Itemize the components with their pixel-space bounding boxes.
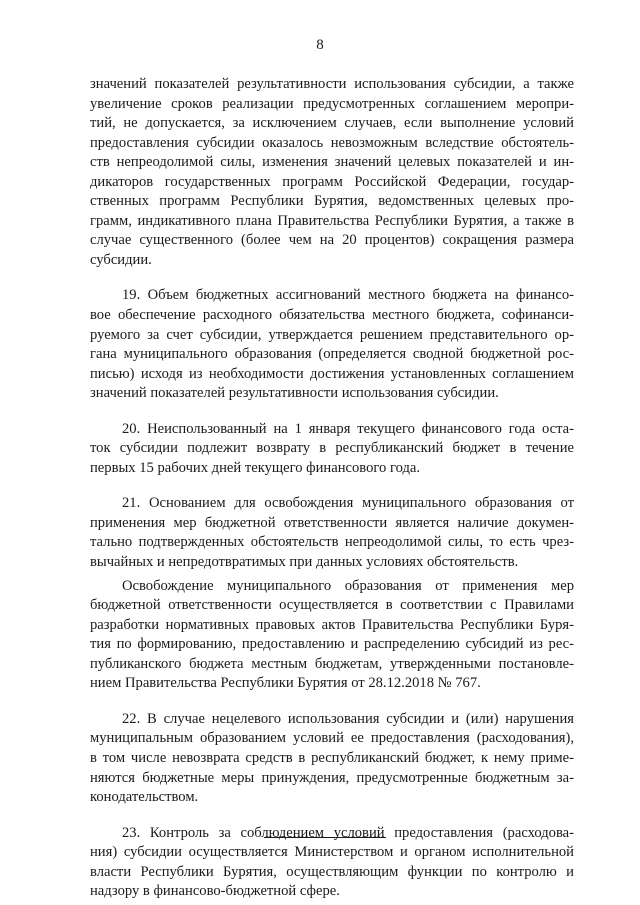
text-line: разработки нормативных правовых актов Правительства Республики Буря- bbox=[90, 616, 574, 633]
text-line: ния) субсидии осуществляется Министерством и органом исполнительной bbox=[90, 844, 574, 861]
text-line: 19. Объем бюджетных ассигнований местного бюджета на финансо- bbox=[122, 287, 574, 304]
paragraph bbox=[90, 75, 574, 270]
paragraph-21-continuation bbox=[90, 577, 574, 694]
paragraph-22 bbox=[90, 710, 574, 808]
text-line: писью) исходя из необходимости достижения установленных соглашением bbox=[90, 365, 574, 382]
text-line: нием Правительства Республики Бурятия от 28.12.2018 № 767. bbox=[90, 675, 481, 692]
text-line: тий, не допускается, за исключением случаев, если выполнение условий bbox=[90, 115, 574, 132]
text-line: 20. Неиспользованный на 1 января текущего финансового года оста- bbox=[122, 420, 574, 437]
text-line: вое обеспечение расходного обязательства местного бюджета, софинанси- bbox=[90, 307, 574, 324]
text-line: 21. Основанием для освобождения муниципального образования от bbox=[122, 495, 574, 512]
text-line: значений показателей результативности использования субсидии. bbox=[90, 385, 499, 402]
document-body bbox=[90, 75, 574, 902]
text-line: Освобождение муниципального образования от применения мер bbox=[122, 577, 574, 594]
paragraph-21 bbox=[90, 494, 574, 572]
text-line: муниципальным образованием условий ее предоставления (расходования), bbox=[90, 730, 574, 747]
text-line: тально подтвержденных обстоятельств непреодолимой силы, то есть чрез- bbox=[90, 534, 574, 551]
text-line: руемого за счет субсидии, утверждается решением представительного ор- bbox=[90, 326, 574, 343]
text-line: в том числе невозврата средств в республиканский бюджет, к нему приме- bbox=[90, 749, 574, 766]
text-line: власти Республики Бурятия, осуществляющим функции по контролю и bbox=[90, 863, 574, 880]
text-line: тия по формированию, предоставлению и распределению субсидий из рес- bbox=[90, 636, 574, 653]
text-line: бюджетной ответственности осуществляется в соответствии с Правилами bbox=[90, 597, 574, 614]
text-line: публиканского бюджета местным бюджетам, утвержденными постановле- bbox=[90, 655, 574, 672]
text-line: случае существенного (более чем на 20 процентов) сокращения размера bbox=[90, 232, 574, 249]
text-line: субсидии. bbox=[90, 251, 152, 268]
text-line: первых 15 рабочих дней текущего финансового года. bbox=[90, 459, 421, 476]
text-line: дикаторов государственных программ Российской Федерации, государ- bbox=[90, 173, 574, 190]
text-line: значений показателей результативности использования субсидии, а также bbox=[90, 76, 574, 92]
text-line: ств непреодолимой силы, изменения значений целевых показателей и ин- bbox=[90, 154, 574, 171]
end-divider-line bbox=[264, 837, 386, 838]
text-line: применения мер бюджетной ответственности является наличие докумен- bbox=[90, 514, 574, 531]
text-line: конодательством. bbox=[90, 789, 199, 806]
page-number: 8 bbox=[316, 37, 324, 53]
text-line: ток субсидии подлежит возврату в республиканский бюджет в течение bbox=[90, 440, 574, 457]
text-line: грамм, индикативного плана Правительства Республики Бурятия, а также в bbox=[90, 212, 574, 229]
paragraph-23 bbox=[90, 824, 574, 902]
text-line: ственных программ Республики Бурятия, ведомственных целевых про- bbox=[90, 193, 574, 210]
text-line: 22. В случае нецелевого использования субсидии и (или) нарушения bbox=[122, 710, 574, 727]
text-line: предоставления субсидии оказалось невозможным вследствие обстоятель- bbox=[90, 134, 574, 151]
text-line: надзору в финансово-бюджетной сфере. bbox=[90, 883, 340, 900]
paragraph-19 bbox=[90, 286, 574, 403]
text-line: увеличение сроков реализации предусмотренных соглашением меропри- bbox=[90, 95, 574, 112]
text-line: гана муниципального образования (определяется сводной бюджетной рос- bbox=[90, 346, 574, 363]
paragraph-20 bbox=[90, 420, 574, 479]
text-line: няются бюджетные меры принуждения, предусмотренные бюджетным за- bbox=[90, 769, 574, 786]
text-line: 23. Контроль за соблюдением условий предоставления (расходова- bbox=[122, 824, 574, 841]
text-line: вычайных и непредотвратимых при данных условиях обстоятельств. bbox=[90, 554, 519, 571]
